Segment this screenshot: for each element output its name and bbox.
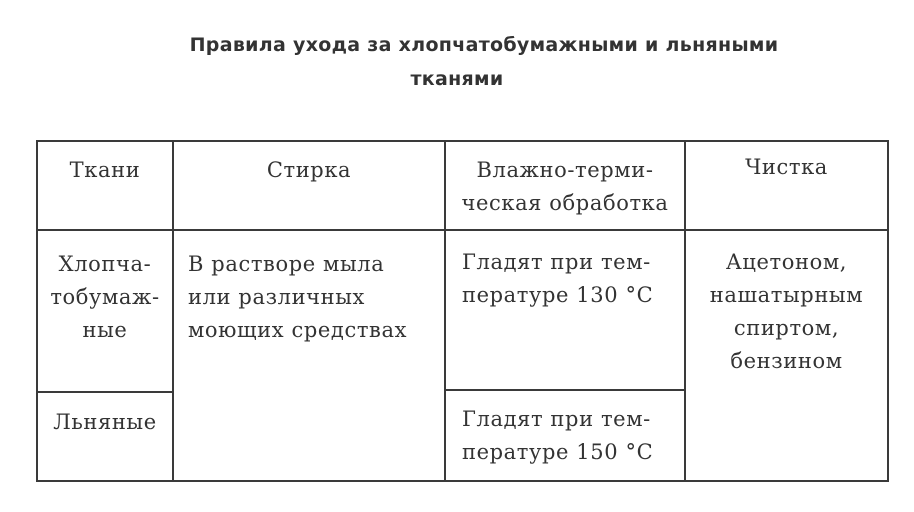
header-cleaning: Чистка xyxy=(745,155,828,179)
column-divider-1 xyxy=(172,140,174,482)
ironing-cotton: Гладят при тем- пературе 130 °С xyxy=(462,250,654,307)
title-line-1: Правила ухода за хлопчатобумажными и льняными xyxy=(189,34,779,56)
header-fabrics: Ткани xyxy=(69,158,141,182)
document-title xyxy=(0,28,914,96)
washing-method: В растворе мыла или различных моющих средствах xyxy=(188,252,408,342)
table-border-bottom xyxy=(36,480,889,482)
row-divider-ironing xyxy=(444,389,686,391)
table-border-top xyxy=(36,140,889,142)
ironing-linen: Гладят при тем- пературе 150 °С xyxy=(462,407,654,464)
fabric-cotton: Хлопча- тобумаж- ные xyxy=(50,252,160,342)
header-ironing: Влажно-терми- ческая обработка xyxy=(461,158,669,215)
header-divider xyxy=(36,229,889,231)
table-border-right xyxy=(887,140,889,482)
fabric-linen: Льняные xyxy=(53,410,157,434)
title-line-2: тканями xyxy=(410,68,504,90)
cleaning-method: Ацетоном, нашатырным спиртом, бензином xyxy=(709,250,864,373)
row-divider-fabric xyxy=(36,391,174,393)
header-washing: Стирка xyxy=(266,158,352,182)
